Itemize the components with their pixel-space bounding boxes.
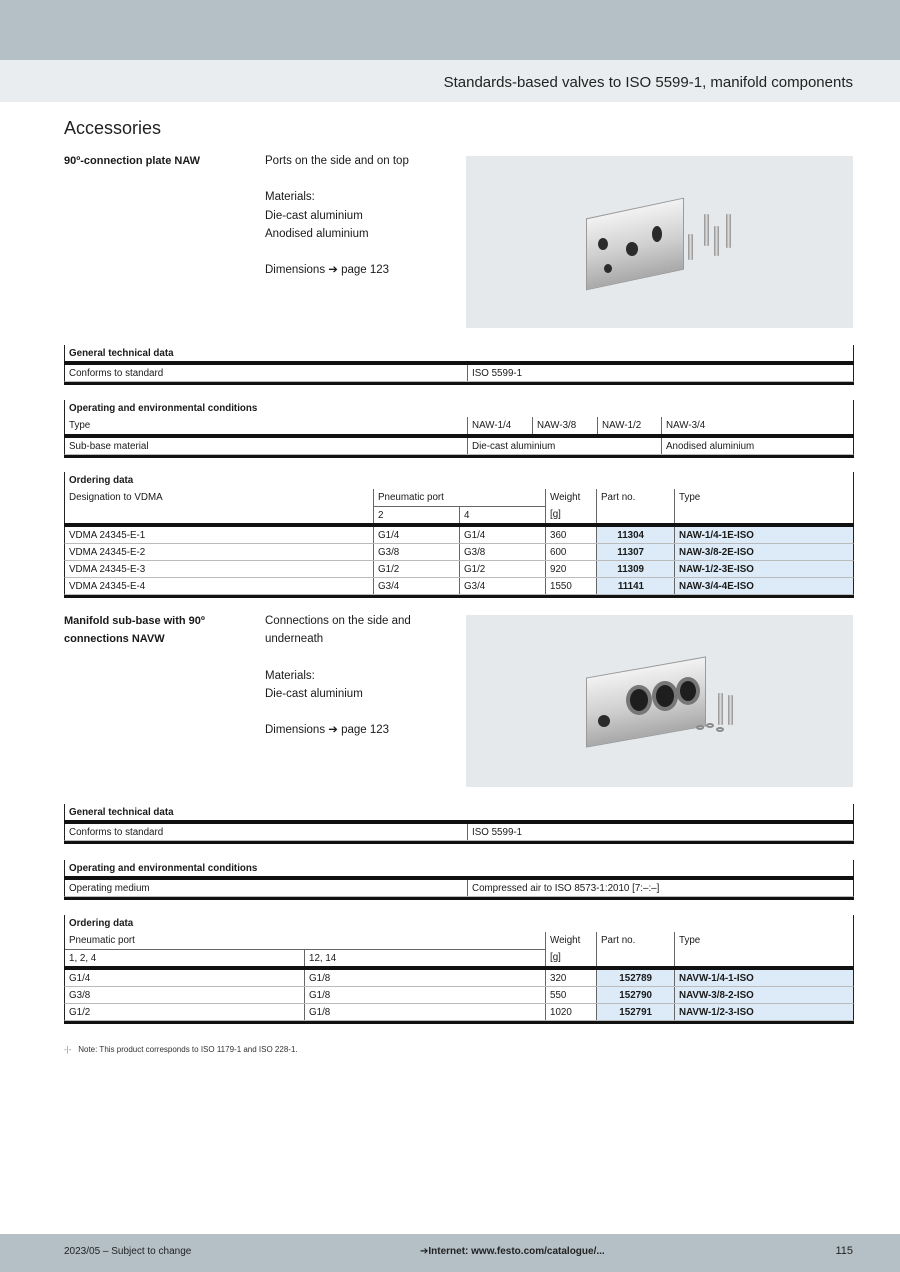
ordering-data-table-navw: [64, 915, 854, 1024]
desc-line: [265, 648, 455, 666]
row-value: Compressed air to ISO 8573-1:2010 [7:–:–]: [467, 880, 659, 896]
connection-plate-photo: [466, 156, 853, 328]
footer-date: 2023/05 – Subject to change: [64, 1246, 192, 1257]
cell-type: NAVW-1/4-1-ISO: [674, 970, 853, 986]
column-subheader: 4: [459, 506, 545, 523]
dimensions-link[interactable]: Dimensions ➔ page 123: [265, 264, 390, 277]
row-value: ISO 5599-1: [467, 365, 522, 381]
cell-port-main: G3/8: [69, 990, 91, 1001]
washer-shape: [716, 727, 724, 732]
product-title-navw: Manifold sub-base with 90º connections NAVW: [64, 615, 205, 645]
table-row: [64, 880, 854, 897]
ordering-data-table-naw: [64, 472, 854, 598]
divider: [64, 841, 854, 844]
divider: [64, 595, 854, 598]
table-row: [64, 987, 854, 1004]
cell-type: NAVW-1/2-3-ISO: [674, 1004, 853, 1020]
column-subheader: [g]: [545, 949, 596, 966]
cell-weight: 1550: [545, 578, 596, 594]
port-hole: [652, 226, 662, 242]
product-description-navw: [265, 612, 455, 739]
divider: [64, 455, 854, 458]
table-title: Operating and environmental conditions: [69, 863, 258, 874]
cell-port-2: G1/4: [373, 527, 459, 543]
column-subheader: 1, 2, 4: [65, 949, 304, 966]
table-title: General technical data: [69, 348, 174, 359]
operating-conditions-table-navw: [64, 860, 854, 900]
cell-designation: VDMA 24345-E-4: [69, 581, 146, 592]
table-header: [64, 472, 854, 489]
row-label: Conforms to standard: [69, 827, 164, 838]
port-hole: [626, 685, 652, 715]
desc-line: [265, 243, 455, 261]
cell-weight: 1020: [545, 1004, 596, 1020]
manifold-sub-base-photo: [466, 615, 853, 787]
port-hole: [598, 238, 608, 250]
row-value: ISO 5599-1: [467, 824, 522, 840]
footnote: [64, 1045, 298, 1054]
top-band: [0, 0, 900, 60]
column-header: Type: [674, 932, 700, 949]
column-subheader: 2: [373, 506, 459, 523]
column-subheader: [674, 506, 679, 523]
table-title: General technical data: [69, 807, 174, 818]
cell-type: NAVW-3/8-2-ISO: [674, 987, 853, 1003]
page-header-title: Standards-based valves to ISO 5599-1, manifold components: [443, 74, 853, 91]
column-subheader-row: [64, 506, 854, 523]
cell-part-no[interactable]: 11307: [596, 544, 674, 560]
column-header: Part no.: [596, 932, 674, 949]
cell-port-4: G3/8: [459, 544, 545, 560]
cell-weight: 920: [545, 561, 596, 577]
table-row: [64, 527, 854, 544]
cell-port-4: G3/4: [459, 578, 545, 594]
desc-line: Die-cast aluminium: [265, 687, 363, 700]
product-title-naw: 90º-connection plate NAW: [64, 155, 201, 167]
table-row: [64, 824, 854, 841]
table-title: Operating and environmental conditions: [69, 403, 258, 414]
column-header-row: [64, 932, 854, 949]
table-header: [64, 345, 854, 361]
table-title: Ordering data: [69, 475, 134, 486]
column-header: Designation to VDMA: [69, 492, 163, 503]
desc-line: Connections on the side and: [265, 615, 411, 627]
cell-weight: 360: [545, 527, 596, 543]
table-row: [64, 438, 854, 455]
desc-line: Anodised aluminium: [265, 227, 369, 240]
column-header: Weight: [545, 932, 596, 949]
cell-port-main: G1/4: [69, 973, 91, 984]
cell-part-no[interactable]: 11141: [596, 578, 674, 594]
column-header: Type: [674, 489, 700, 506]
table-row: [64, 1004, 854, 1021]
row-label: Type: [69, 420, 91, 431]
type-value: NAW-1/4: [467, 417, 532, 434]
column-subheader: [596, 949, 674, 966]
column-header: Pneumatic port: [373, 489, 545, 506]
table-row: [64, 365, 854, 382]
table-row: [64, 544, 854, 561]
screw-shape: [718, 693, 723, 725]
cell-designation: VDMA 24345-E-2: [69, 547, 146, 558]
cell-port-pilot: G1/8: [304, 970, 545, 986]
note-text: Note: This product corresponds to ISO 1179-1 and ISO 228-1.: [78, 1045, 298, 1054]
cell-type: NAW-1/2-3E-ISO: [674, 561, 853, 577]
cell-port-4: G1/4: [459, 527, 545, 543]
port-hole: [652, 681, 678, 711]
cell-weight: 600: [545, 544, 596, 560]
column-header: Part no.: [596, 489, 674, 506]
type-value: NAW-3/8: [532, 417, 597, 434]
row-label: Conforms to standard: [69, 368, 164, 379]
screw-shape: [726, 214, 731, 248]
cell-type: NAW-3/8-2E-ISO: [674, 544, 853, 560]
desc-line: [265, 170, 455, 188]
row-label: Sub-base material: [69, 441, 149, 452]
operating-conditions-table-naw: [64, 400, 854, 458]
table-header: [64, 804, 854, 820]
screw-shape: [728, 695, 733, 725]
cell-part-no[interactable]: 11309: [596, 561, 674, 577]
column-subheader: [596, 506, 674, 523]
cell-port-pilot: G1/8: [304, 1004, 545, 1020]
divider: [64, 382, 854, 385]
divider: [64, 1021, 854, 1024]
column-subheader: [g]: [545, 506, 596, 523]
cell-designation: VDMA 24345-E-3: [69, 564, 146, 575]
product-description-naw: [265, 152, 455, 279]
cell-type: NAW-3/4-4E-ISO: [674, 578, 853, 594]
row-value: Anodised aluminium: [661, 438, 754, 454]
cell-port-pilot: G1/8: [304, 987, 545, 1003]
footer-internet-link[interactable]: ➔Internet: www.festo.com/catalogue/...: [420, 1246, 605, 1257]
dimensions-link[interactable]: Dimensions ➔ page 123: [265, 724, 390, 737]
desc-line: [265, 703, 455, 721]
cell-weight: 550: [545, 987, 596, 1003]
row-label: Operating medium: [69, 883, 150, 894]
page-number: 115: [835, 1245, 853, 1257]
column-header: Pneumatic port: [69, 935, 135, 946]
table-title: Ordering data: [69, 918, 134, 929]
cell-designation: VDMA 24345-E-1: [69, 530, 146, 541]
table-header: [64, 860, 854, 876]
port-hole: [626, 242, 638, 256]
cell-part-no[interactable]: 152791: [596, 1004, 674, 1020]
cell-port-2: G3/8: [373, 544, 459, 560]
table-row: [64, 578, 854, 595]
port-hole: [676, 677, 700, 705]
cell-part-no[interactable]: 152790: [596, 987, 674, 1003]
row-value: Die-cast aluminium: [467, 438, 661, 454]
cell-part-no[interactable]: 11304: [596, 527, 674, 543]
general-technical-data-table-navw: [64, 804, 854, 844]
desc-line: Materials:: [265, 669, 315, 682]
screw-shape: [704, 214, 709, 246]
screw-shape: [714, 226, 719, 256]
cell-weight: 320: [545, 970, 596, 986]
column-subheader: 12, 14: [304, 949, 545, 966]
column-header: Weight: [545, 489, 596, 506]
desc-line: Materials:: [265, 191, 315, 204]
cell-part-no[interactable]: 152789: [596, 970, 674, 986]
type-value: NAW-3/4: [661, 417, 705, 434]
port-hole: [598, 715, 610, 727]
cell-type: NAW-1/4-1E-ISO: [674, 527, 853, 543]
general-technical-data-table-naw: [64, 345, 854, 385]
screw-shape: [688, 234, 693, 260]
desc-line: Ports on the side and on top: [265, 155, 409, 167]
desc-line: underneath: [265, 633, 324, 646]
type-value: NAW-1/2: [597, 417, 661, 434]
column-subheader-row: [64, 949, 854, 966]
cell-port-2: G1/2: [373, 561, 459, 577]
cell-port-2: G3/4: [373, 578, 459, 594]
table-row: [64, 561, 854, 578]
port-hole: [604, 264, 612, 273]
table-row: [64, 970, 854, 987]
section-heading: Accessories: [64, 118, 162, 138]
column-subheader: [674, 949, 679, 966]
table-header: [64, 915, 854, 932]
washer-shape: [706, 723, 714, 728]
column-header-row: [64, 489, 854, 506]
cell-port-main: G1/2: [69, 1007, 91, 1018]
cell-port-4: G1/2: [459, 561, 545, 577]
divider: [64, 897, 854, 900]
desc-line: Die-cast aluminium: [265, 209, 363, 222]
table-row: [64, 417, 854, 434]
note-icon: -|-: [64, 1045, 72, 1054]
washer-shape: [696, 725, 704, 730]
table-header: [64, 400, 854, 417]
